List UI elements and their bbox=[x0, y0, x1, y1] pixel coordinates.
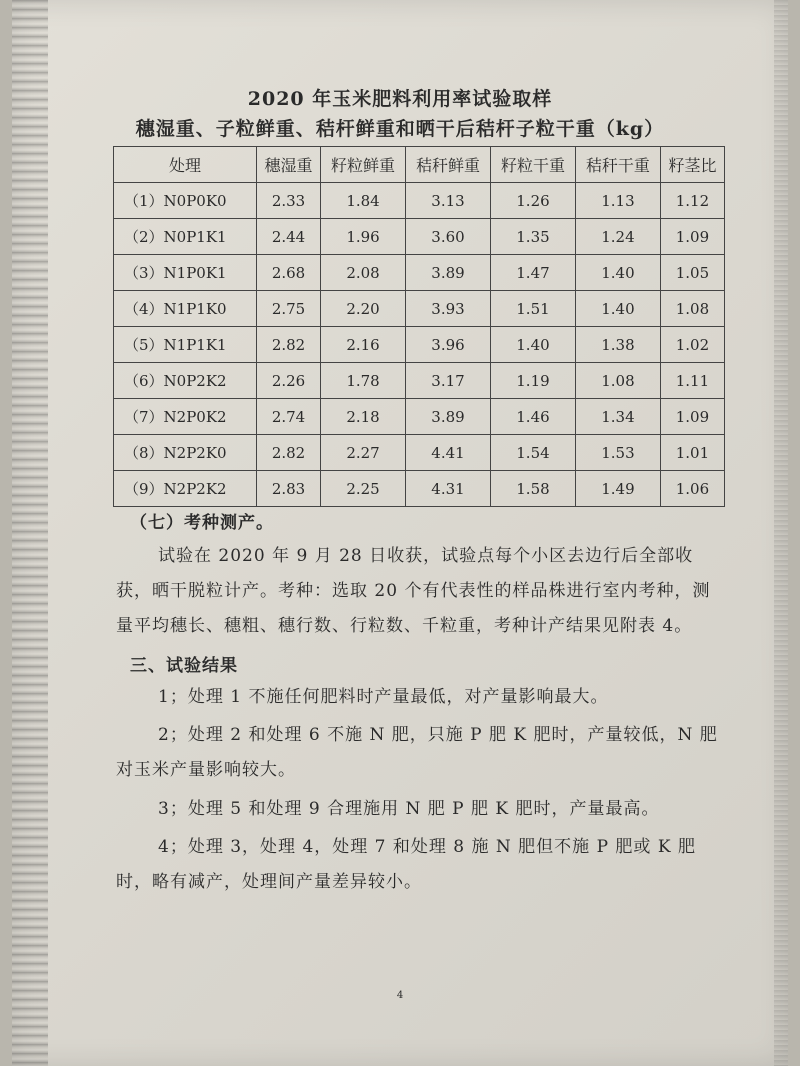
value-cell: 1.49 bbox=[575, 471, 660, 507]
value-cell: 3.96 bbox=[406, 327, 491, 363]
value-cell: 1.11 bbox=[660, 363, 724, 399]
value-cell: 1.06 bbox=[660, 471, 724, 507]
value-cell: 2.18 bbox=[321, 399, 406, 435]
value-cell: 2.75 bbox=[257, 291, 321, 327]
value-cell: 3.89 bbox=[406, 255, 491, 291]
result-item-1: 1；处理 1 不施任何肥料时产量最低，对产量影响最大。 bbox=[158, 687, 609, 707]
table-header-row bbox=[114, 147, 725, 183]
table-title-line2: 穗湿重、子粒鲜重、秸杆鲜重和晒干后秸杆子粒干重（kg） bbox=[135, 118, 665, 140]
result-item-4: 4；处理 3，处理 4，处理 7 和处理 8 施 N 肥但不施 P 肥或 K 肥时，略有减产，处理间产量差异较小。 bbox=[116, 837, 696, 892]
header-cell: 秸秆鲜重 bbox=[406, 147, 491, 183]
table-body bbox=[114, 183, 725, 507]
treatment-cell: （1）N0P0K0 bbox=[114, 183, 257, 219]
value-cell: 2.27 bbox=[321, 435, 406, 471]
value-cell: 1.40 bbox=[490, 327, 575, 363]
value-cell: 2.44 bbox=[257, 219, 321, 255]
value-cell: 1.40 bbox=[575, 255, 660, 291]
value-cell: 1.12 bbox=[660, 183, 724, 219]
value-cell: 1.09 bbox=[660, 219, 724, 255]
value-cell: 1.08 bbox=[575, 363, 660, 399]
table-row bbox=[114, 327, 725, 363]
value-cell: 1.84 bbox=[321, 183, 406, 219]
treatment-cell: （6）N0P2K2 bbox=[114, 363, 257, 399]
value-cell: 2.83 bbox=[257, 471, 321, 507]
value-cell: 1.38 bbox=[575, 327, 660, 363]
value-cell: 3.89 bbox=[406, 399, 491, 435]
treatment-cell: （4）N1P1K0 bbox=[114, 291, 257, 327]
value-cell: 1.34 bbox=[575, 399, 660, 435]
value-cell: 1.78 bbox=[321, 363, 406, 399]
table-row bbox=[114, 363, 725, 399]
table-row bbox=[114, 471, 725, 507]
value-cell: 1.47 bbox=[490, 255, 575, 291]
scan-artifact-right bbox=[774, 0, 788, 1066]
section-7-heading: （七）考种测产。 bbox=[130, 513, 274, 533]
value-cell: 1.13 bbox=[575, 183, 660, 219]
result-item-2: 2；处理 2 和处理 6 不施 N 肥，只施 P 肥 K 肥时，产量较低，N 肥对玉米产量影响较大。 bbox=[116, 725, 718, 780]
header-cell: 籽粒鲜重 bbox=[321, 147, 406, 183]
value-cell: 2.25 bbox=[321, 471, 406, 507]
value-cell: 1.51 bbox=[490, 291, 575, 327]
value-cell: 1.24 bbox=[575, 219, 660, 255]
table-row bbox=[114, 255, 725, 291]
value-cell: 4.31 bbox=[406, 471, 491, 507]
value-cell: 1.26 bbox=[490, 183, 575, 219]
treatment-cell: （9）N2P2K2 bbox=[114, 471, 257, 507]
value-cell: 3.17 bbox=[406, 363, 491, 399]
treatment-cell: （3）N1P0K1 bbox=[114, 255, 257, 291]
section-3-heading: 三、试验结果 bbox=[130, 656, 238, 676]
value-cell: 2.16 bbox=[321, 327, 406, 363]
value-cell: 1.46 bbox=[490, 399, 575, 435]
value-cell: 1.54 bbox=[490, 435, 575, 471]
header-cell: 处理 bbox=[114, 147, 257, 183]
header-cell: 籽茎比 bbox=[660, 147, 724, 183]
value-cell: 2.26 bbox=[257, 363, 321, 399]
value-cell: 2.82 bbox=[257, 327, 321, 363]
header-cell: 穗湿重 bbox=[257, 147, 321, 183]
result-item-3: 3；处理 5 和处理 9 合理施用 N 肥 P 肥 K 肥时，产量最高。 bbox=[158, 799, 660, 819]
data-table bbox=[113, 146, 725, 507]
value-cell: 2.82 bbox=[257, 435, 321, 471]
value-cell: 3.60 bbox=[406, 219, 491, 255]
value-cell: 2.33 bbox=[257, 183, 321, 219]
value-cell: 2.74 bbox=[257, 399, 321, 435]
value-cell: 1.01 bbox=[660, 435, 724, 471]
value-cell: 2.20 bbox=[321, 291, 406, 327]
table-row bbox=[114, 183, 725, 219]
treatment-cell: （5）N1P1K1 bbox=[114, 327, 257, 363]
value-cell: 2.68 bbox=[257, 255, 321, 291]
value-cell: 1.35 bbox=[490, 219, 575, 255]
section-7-paragraph: 试验在 2020 年 9 月 28 日收获，试验点每个小区去边行后全部收获，晒干脱粒计产。考种：选取 20 个有代表性的样品株进行室内考种，测量平均穗长、穗粗、穗行数、行粒数、千粒重，考种计产结果见附表 4。 bbox=[116, 546, 711, 636]
value-cell: 1.05 bbox=[660, 255, 724, 291]
treatment-cell: （7）N2P0K2 bbox=[114, 399, 257, 435]
table-row bbox=[114, 219, 725, 255]
value-cell: 1.08 bbox=[660, 291, 724, 327]
treatment-cell: （2）N0P1K1 bbox=[114, 219, 257, 255]
value-cell: 1.40 bbox=[575, 291, 660, 327]
page-number: 4 bbox=[396, 990, 404, 1001]
treatment-cell: （8）N2P2K0 bbox=[114, 435, 257, 471]
table-row bbox=[114, 435, 725, 471]
header-cell: 籽粒干重 bbox=[490, 147, 575, 183]
value-cell: 1.58 bbox=[490, 471, 575, 507]
value-cell: 1.96 bbox=[321, 219, 406, 255]
value-cell: 4.41 bbox=[406, 435, 491, 471]
document-page bbox=[12, 0, 788, 1066]
value-cell: 3.13 bbox=[406, 183, 491, 219]
table-row bbox=[114, 291, 725, 327]
scan-artifact-left bbox=[12, 0, 48, 1066]
table-row bbox=[114, 399, 725, 435]
value-cell: 3.93 bbox=[406, 291, 491, 327]
header-cell: 秸秆干重 bbox=[575, 147, 660, 183]
value-cell: 1.19 bbox=[490, 363, 575, 399]
value-cell: 1.09 bbox=[660, 399, 724, 435]
value-cell: 1.53 bbox=[575, 435, 660, 471]
value-cell: 2.08 bbox=[321, 255, 406, 291]
value-cell: 1.02 bbox=[660, 327, 724, 363]
table-title-line1: 2020 年玉米肥料利用率试验取样 bbox=[247, 88, 553, 110]
